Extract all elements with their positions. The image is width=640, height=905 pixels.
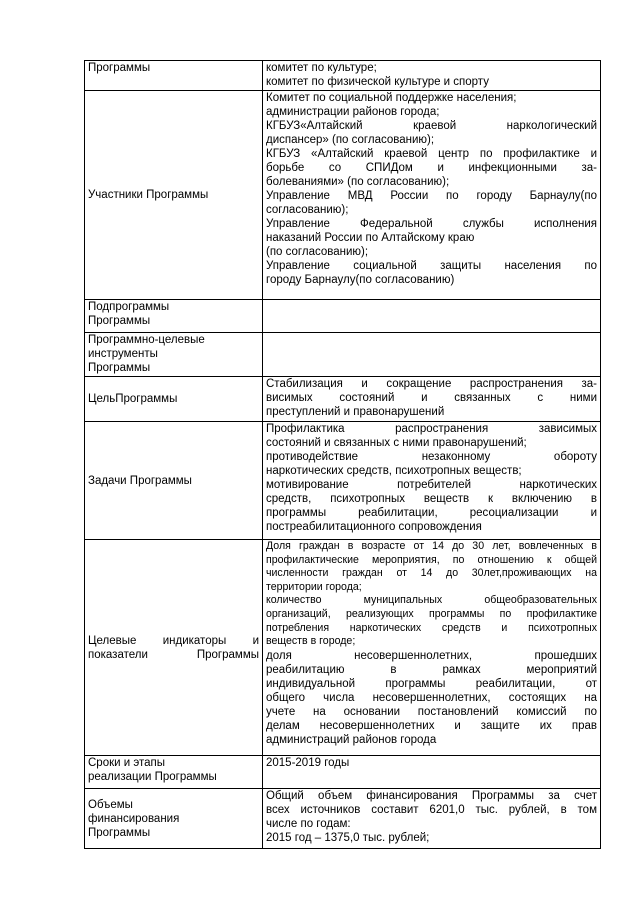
value-line: комитет по физической культуре и спорту xyxy=(266,76,489,88)
table-row xyxy=(85,300,601,333)
value-line: количество муниципальных общеобразовательных xyxy=(266,594,597,607)
value-line: противодействие незаконному обороту xyxy=(266,451,597,463)
value-line: организаций, реализующих программы по профилактике xyxy=(266,607,597,620)
value-line: наркотических средств, психотропных веществ; xyxy=(266,465,522,477)
value-line: общего числа несовершеннолетних, состоящих на xyxy=(266,691,597,704)
value-line: диспансер» (по согласованию); xyxy=(266,134,435,146)
value-line: городу Барнаулу(по согласованию) xyxy=(266,274,455,286)
label-text: Участники Программы xyxy=(88,189,209,201)
value-line: 2015-2019 годы xyxy=(266,757,350,769)
value-line: средств, психотропных веществ к включению в xyxy=(266,493,597,505)
value-line: мотивирование потребителей наркотических xyxy=(266,479,597,491)
value-line: КГБУЗ «Алтайский краевой центр по профилактике и xyxy=(266,148,597,160)
row-label-tasks xyxy=(85,422,263,540)
label-line: Программно-целевые xyxy=(88,334,205,346)
value-line: территории города; xyxy=(266,580,362,593)
value-line: состояний и связанных с ними правонарушений; xyxy=(266,437,527,449)
label-line: Подпрограммы xyxy=(88,301,170,313)
row-label-funding xyxy=(85,789,263,849)
value-line: (по согласованию); xyxy=(266,246,369,258)
value-line: программы реабилитации, ресоциализации и xyxy=(266,507,597,519)
table-row xyxy=(85,789,601,849)
table-row xyxy=(85,91,601,300)
value-line: Комитет по социальной поддержке населения; xyxy=(266,92,517,104)
value-line: Управление социальной защиты населения по xyxy=(266,260,597,272)
value-line: комитет по культуре; xyxy=(266,62,377,74)
row-value-instruments xyxy=(263,333,601,377)
row-value-participants xyxy=(263,91,601,300)
table-row xyxy=(85,333,601,377)
table-row xyxy=(85,756,601,789)
row-label-executors xyxy=(85,61,263,91)
value-line: учете на основании постановлений комиссий по xyxy=(266,705,597,718)
value-line: администрации районов города; xyxy=(266,106,440,118)
row-label-indicators xyxy=(85,540,263,756)
value-line: веществ в городе; xyxy=(266,635,356,648)
value-line: Общий объем финансирования Программы за счет xyxy=(266,790,597,802)
table-row xyxy=(85,540,601,756)
value-line: борьбе со СПИДом и инфекционными за- xyxy=(266,162,597,174)
row-label-terms xyxy=(85,756,263,789)
value-line: численности граждан от 14 до 30лет,проживающих на xyxy=(266,567,597,580)
row-value-goal xyxy=(263,377,601,422)
value-line: всех источников составит 6201,0 тыс. рублей, в том xyxy=(266,804,597,816)
value-line: наказаний России по Алтайскому краю xyxy=(266,232,475,244)
program-passport-table xyxy=(84,60,601,849)
value-line: делам несовершеннолетних и защите их прав xyxy=(266,719,597,732)
value-line: профилактические мероприятия, по отношению к общей xyxy=(266,553,597,566)
row-label-subprograms xyxy=(85,300,263,333)
label-text: Целевые индикаторы и показатели Программы xyxy=(88,634,259,661)
value-line: администраций районов города xyxy=(266,733,437,746)
value-line: доля несовершеннолетних, прошедших xyxy=(266,649,597,662)
label-line: реализации Программы xyxy=(88,771,217,783)
value-line: потребления наркотических средств и психотропных xyxy=(266,621,597,634)
label-line: инструменты xyxy=(88,348,158,360)
value-line: болеваниями» (по согласованию); xyxy=(266,176,450,188)
row-label-participants xyxy=(85,91,263,300)
value-line: Управление МВД России по городу Барнаулу(по xyxy=(266,190,597,202)
value-line: реабилитацию в рамках мероприятий xyxy=(266,663,597,676)
row-value-executors xyxy=(263,61,601,91)
label-line: Программы xyxy=(88,315,151,327)
row-value-funding xyxy=(263,789,601,849)
value-line: висимых состояний и связанных с ними xyxy=(266,392,597,404)
row-label-goal xyxy=(85,377,263,422)
value-line: КГБУЗ«Алтайский краевой наркологический xyxy=(266,120,597,132)
value-line: Профилактика распространения зависимых xyxy=(266,423,597,435)
row-value-tasks xyxy=(263,422,601,540)
label-line: Программы xyxy=(88,826,151,839)
value-line: индивидуальной программы реабилитации, от xyxy=(266,677,597,690)
value-line: преступлений и правонарушений xyxy=(266,406,445,418)
value-line: постреабилитационного сопровождения xyxy=(266,521,482,533)
value-line: числе по годам: xyxy=(266,818,351,830)
label-line: Программы xyxy=(88,362,151,374)
value-line: согласованию); xyxy=(266,204,349,216)
label-line: Объемы xyxy=(88,798,133,811)
row-value-subprograms xyxy=(263,300,601,333)
table-row xyxy=(85,377,601,422)
value-line: Управление Федеральной службы исполнения xyxy=(266,218,597,230)
row-label-instruments xyxy=(85,333,263,377)
row-value-terms xyxy=(263,756,601,789)
table-row xyxy=(85,61,601,91)
value-line: Доля граждан в возрасте от 14 до 30 лет, вовлеченных в xyxy=(266,540,597,552)
row-value-indicators xyxy=(263,540,601,756)
table-row xyxy=(85,422,601,540)
label-text: ЦельПрограммы xyxy=(88,393,178,405)
label-line: финансирования xyxy=(88,812,180,825)
value-line: 2015 год – 1375,0 тыс. рублей; xyxy=(266,832,430,844)
value-line: Стабилизация и сокращение распространения за- xyxy=(266,378,597,390)
label-text: Задачи Программы xyxy=(88,474,192,487)
label-text: Программы xyxy=(88,62,151,74)
label-line: Сроки и этапы xyxy=(88,757,166,769)
